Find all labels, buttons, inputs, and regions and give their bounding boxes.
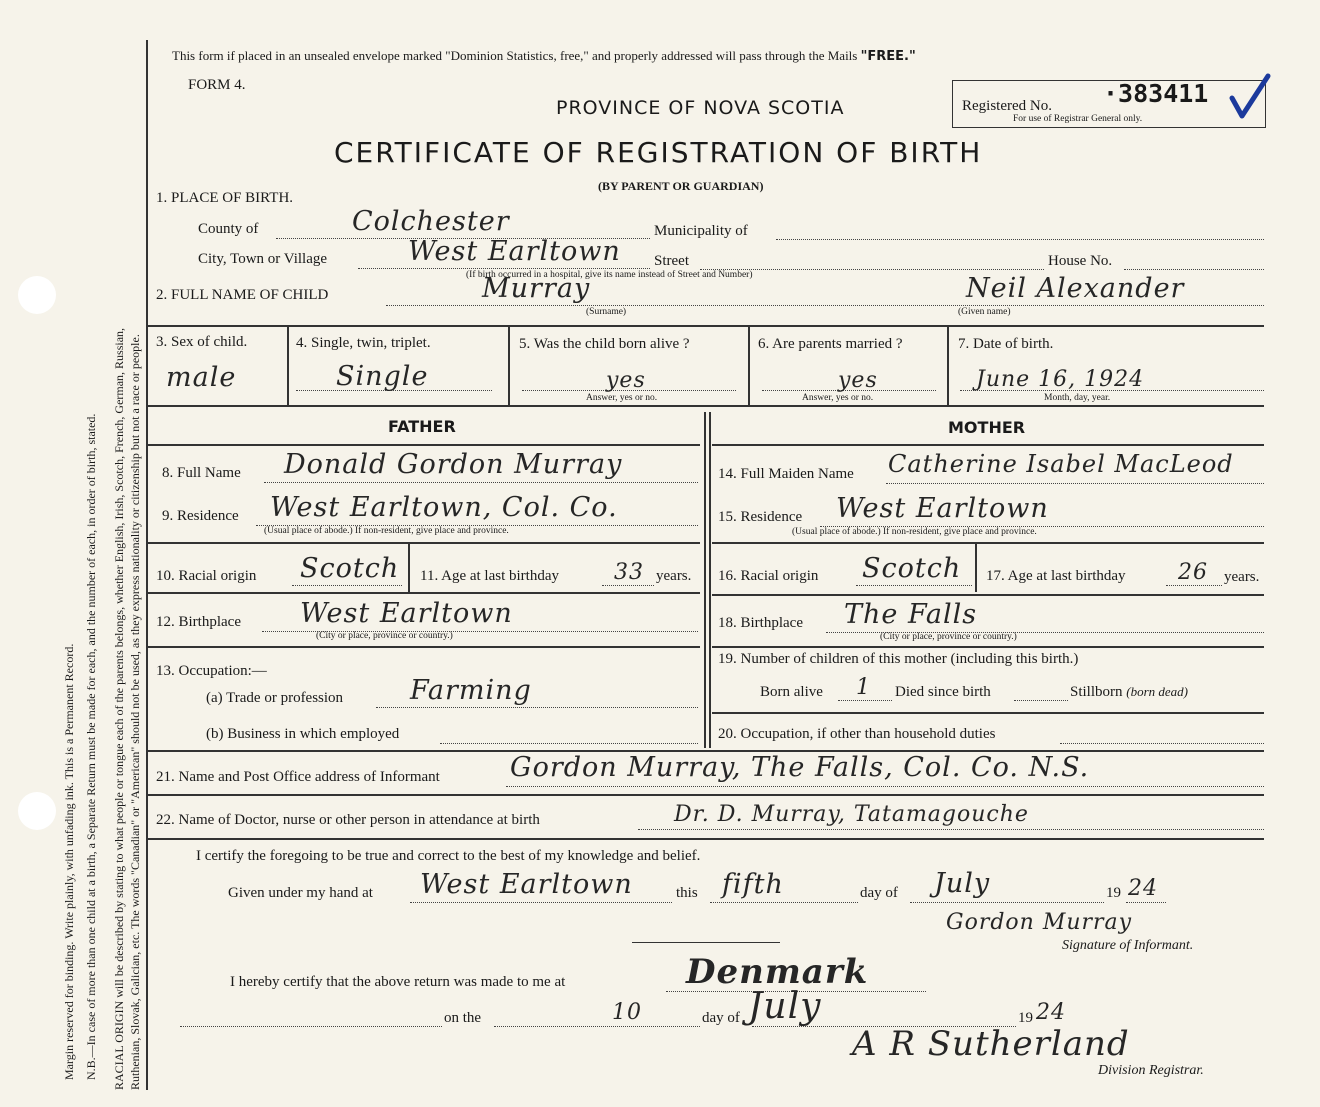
- father-row-3: [148, 592, 700, 594]
- parents-married-label: 6. Are parents married ?: [758, 336, 903, 352]
- father-birthplace-note: (City or place, province or country.): [316, 631, 453, 641]
- occupation-label: 13. Occupation:—: [156, 663, 267, 679]
- mother-occupation-line: [1060, 743, 1264, 744]
- registrar-day-of-label: day of: [702, 1010, 740, 1026]
- divider-1: [148, 325, 1264, 327]
- mail-free-text: "FREE.": [860, 49, 916, 64]
- informant-label: 21. Name and Post Office address of Informant: [156, 769, 440, 785]
- father-racial-label: 10. Racial origin: [156, 568, 257, 584]
- registrar-statement: I hereby certify that the above return was made to me at: [230, 974, 566, 990]
- col-divider-sex: [287, 325, 289, 405]
- father-heading: FATHER: [388, 417, 456, 436]
- registrar-on-line: [180, 1026, 442, 1027]
- parents-married-value: yes: [838, 368, 878, 393]
- certify-statement: I certify the foregoing to be true and correct to the best of my knowledge and belief.: [196, 848, 701, 864]
- house-number-label: House No.: [1048, 253, 1113, 269]
- sex-label: 3. Sex of child.: [156, 334, 248, 350]
- mother-residence-value: West Earltown: [836, 493, 1049, 524]
- father-name-label: 8. Full Name: [162, 465, 241, 481]
- margin-note-racial-origin-2: Ruthenian, Slovak, Galician, etc. The words "Canadian" or "American" should not be used, as they express nationality or citizenship but not a race or people.: [128, 334, 142, 1090]
- stillborn-label: [1070, 684, 1188, 701]
- date-of-birth-value: June 16, 1924: [976, 367, 1145, 392]
- father-racial-line: [292, 585, 402, 586]
- father-racial-value: Scotch: [300, 553, 400, 584]
- business-line: [440, 743, 698, 744]
- trade-label: (a) Trade or profession: [206, 690, 344, 706]
- mother-age-unit: years.: [1224, 569, 1260, 585]
- registered-number-label: Registered No.: [962, 98, 1052, 114]
- doctor-line: [638, 829, 1264, 830]
- punch-hole-bottom: [18, 792, 56, 830]
- father-name-line: [264, 482, 698, 483]
- child-name-label: 2. FULL NAME OF CHILD: [156, 287, 329, 303]
- street-label: Street: [654, 253, 689, 269]
- born-alive-note: Answer, yes or no.: [586, 393, 658, 403]
- registered-number-note: For use of Registrar General only.: [1013, 114, 1143, 124]
- father-residence-label: 9. Residence: [162, 508, 239, 524]
- check-mark-icon: [1228, 72, 1272, 122]
- father-age-line: [602, 585, 654, 586]
- father-age-value: 33: [614, 560, 644, 585]
- mother-row-2: [712, 542, 1264, 544]
- this-label: this: [676, 885, 698, 901]
- given-place-line: [410, 902, 672, 903]
- mother-residence-note: (Usual place of abode.) If non-resident, give place and province.: [792, 527, 1037, 537]
- mother-name-value: Catherine Isabel MacLeod: [888, 450, 1234, 478]
- informant-signature-label: Signature of Informant.: [1062, 938, 1194, 953]
- trade-line: [376, 707, 698, 708]
- margin-note-binding: Margin reserved for binding. Write plainly, with unfading ink. This is a Permanent Record.: [62, 643, 76, 1080]
- city-value: West Earltown: [408, 236, 621, 267]
- registrar-signature-value: A R Sutherland: [852, 1024, 1130, 1064]
- mail-notice: [172, 48, 916, 64]
- day-of-label: day of: [860, 885, 898, 901]
- month-line: [910, 902, 1104, 903]
- col-divider-single: [508, 325, 510, 405]
- col-divider-married: [947, 325, 949, 405]
- mother-row-4: [712, 646, 1264, 648]
- place-of-birth-heading: 1. PLACE OF BIRTH.: [156, 190, 294, 206]
- city-line: [358, 268, 650, 269]
- father-row-4: [148, 646, 700, 648]
- mother-residence-label: 15. Residence: [718, 509, 803, 525]
- registered-number-value: ·383411: [1103, 79, 1209, 108]
- year-prefix: 19: [1106, 885, 1121, 901]
- given-place-value: West Earltown: [420, 869, 633, 900]
- punch-hole-top: [18, 276, 56, 314]
- doctor-label: 22. Name of Doctor, nurse or other person in attendance at birth: [156, 812, 540, 828]
- children-count-label: 19. Number of children of this mother (including this birth.): [718, 651, 1079, 667]
- registered-number-box: [952, 80, 1266, 128]
- father-row-1: [148, 444, 700, 446]
- father-racial-divider: [408, 542, 410, 592]
- father-mother-divider-2: [709, 412, 711, 748]
- margin-border: [146, 40, 148, 1090]
- day-line: [710, 902, 858, 903]
- born-alive-count-value: 1: [856, 675, 871, 700]
- month-value: July: [934, 868, 991, 899]
- registrar-year-prefix: 19: [1018, 1010, 1033, 1026]
- house-number-line: [1124, 269, 1264, 270]
- child-surname-note: (Surname): [586, 307, 627, 317]
- child-surname-value: Murray: [482, 273, 591, 304]
- city-label: City, Town or Village: [198, 251, 328, 267]
- doctor-value: Dr. D. Murray, Tatamagouche: [674, 802, 1029, 827]
- mail-notice-text: This form if placed in an unsealed envelope marked "Dominion Statistics, free," and properly addressed will pass through the Mails: [172, 48, 858, 63]
- father-name-value: Donald Gordon Murray: [284, 449, 623, 480]
- registrar-year-value: 24: [1036, 1000, 1066, 1025]
- parents-married-note: Answer, yes or no.: [802, 393, 874, 403]
- father-mother-divider: [704, 412, 706, 748]
- mother-name-line: [886, 483, 1264, 484]
- margin-note-racial-origin: RACIAL ORIGIN will be described by stating to what people or tongue each of the parents belongs, whether English, Irish, Scotch, French, German, Russian,: [112, 327, 126, 1090]
- child-given-name-note: (Given name): [958, 307, 1011, 317]
- county-value: Colchester: [352, 206, 510, 237]
- date-of-birth-label: 7. Date of birth.: [958, 336, 1054, 352]
- mother-birthplace-value: The Falls: [844, 599, 978, 630]
- trade-value: Farming: [410, 675, 532, 706]
- father-residence-note: (Usual place of abode.) If non-resident, give place and province.: [264, 526, 509, 536]
- born-alive-value: yes: [606, 368, 646, 393]
- father-residence-value: West Earltown, Col. Co.: [270, 492, 618, 523]
- father-birthplace-label: 12. Birthplace: [156, 614, 241, 630]
- informant-value: Gordon Murray, The Falls, Col. Co. N.S.: [510, 752, 1090, 783]
- mother-age-label: 17. Age at last birthday: [986, 568, 1126, 584]
- born-alive-count-label: Born alive: [760, 684, 823, 700]
- col-divider-alive: [748, 325, 750, 405]
- informant-line: [506, 786, 1264, 787]
- divider-5: [148, 838, 1264, 840]
- father-age-label: 11. Age at last birthday: [420, 568, 559, 584]
- registrar-place-value: Denmark: [686, 952, 869, 992]
- mother-age-value: 26: [1178, 560, 1208, 585]
- born-alive-count-line: [838, 700, 892, 701]
- municipality-label: Municipality of: [654, 223, 748, 239]
- father-age-unit: years.: [656, 568, 692, 584]
- single-twin-value: Single: [336, 361, 429, 392]
- mother-birthplace-label: 18. Birthplace: [718, 615, 803, 631]
- informant-signature-value: Gordon Murray: [946, 910, 1133, 935]
- mother-occupation-label: 20. Occupation, if other than household duties: [718, 726, 996, 742]
- mother-racial-divider: [975, 542, 977, 592]
- mother-racial-line: [856, 585, 972, 586]
- divider-2: [148, 405, 1264, 407]
- municipality-line: [776, 239, 1264, 240]
- business-label: (b) Business in which employed: [206, 726, 400, 742]
- single-twin-label: 4. Single, twin, triplet.: [296, 335, 431, 351]
- province-heading: PROVINCE OF NOVA SCOTIA: [556, 97, 845, 119]
- father-row-2: [148, 542, 700, 544]
- day-value: fifth: [722, 869, 784, 900]
- registrar-month-value: July: [748, 986, 822, 1027]
- child-given-name-value: Neil Alexander: [966, 273, 1185, 304]
- father-birthplace-value: West Earltown: [300, 598, 513, 629]
- mother-age-line: [1166, 585, 1222, 586]
- registrar-day-value: 10: [612, 1000, 642, 1025]
- mother-heading: MOTHER: [948, 418, 1026, 437]
- hospital-note: (If birth occurred in a hospital, give its name instead of Street and Number): [466, 270, 753, 280]
- child-name-line: [386, 305, 1264, 306]
- year-line: [1126, 902, 1166, 903]
- separator-short: [632, 942, 780, 943]
- died-since-birth-label: Died since birth: [895, 684, 991, 700]
- died-since-birth-line: [1014, 700, 1068, 701]
- sex-value: male: [166, 362, 237, 393]
- mother-racial-label: 16. Racial origin: [718, 568, 819, 584]
- registrar-on-the-label: on the: [444, 1010, 482, 1026]
- mother-row-1: [712, 444, 1264, 446]
- mother-row-3: [712, 594, 1264, 596]
- stillborn-label-text: Stillborn: [1070, 684, 1123, 700]
- stillborn-note: (born dead): [1126, 684, 1189, 699]
- county-label: County of: [198, 221, 259, 237]
- registrar-signature-label: Division Registrar.: [1098, 1063, 1204, 1078]
- given-under-label: Given under my hand at: [228, 885, 373, 901]
- mother-racial-value: Scotch: [862, 553, 962, 584]
- registrar-day-line: [494, 1026, 700, 1027]
- date-of-birth-note: Month, day, year.: [1044, 393, 1111, 403]
- born-alive-label: 5. Was the child born alive ?: [519, 336, 690, 352]
- mother-birthplace-note: (City or place, province or country.): [880, 632, 1017, 642]
- form-number: FORM 4.: [188, 77, 246, 93]
- margin-note-multiple-births: N.B.—In case of more than one child at a birth, a Separate Return must be made for each, and the number of each, in order of birth, stated.: [84, 413, 98, 1080]
- certificate-subtitle: (BY PARENT OR GUARDIAN): [598, 179, 764, 193]
- mother-row-5: [712, 712, 1264, 714]
- divider-4: [148, 794, 1264, 796]
- year-value: 24: [1128, 876, 1158, 901]
- mother-name-label: 14. Full Maiden Name: [718, 466, 854, 482]
- certificate-title: CERTIFICATE OF REGISTRATION OF BIRTH: [334, 136, 983, 169]
